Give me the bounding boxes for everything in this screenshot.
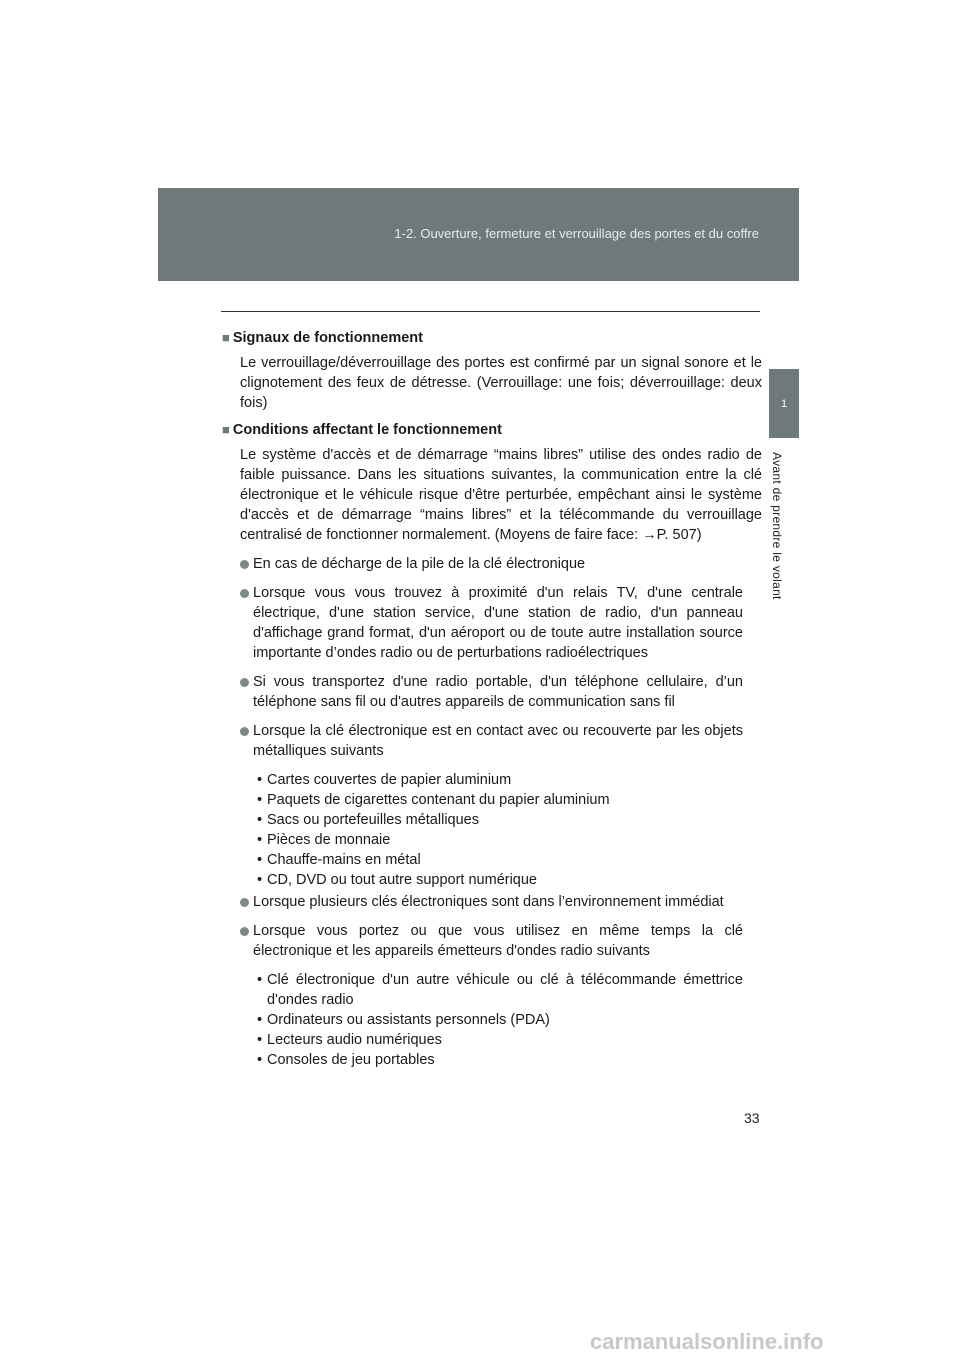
sub-list-item: • Lecteurs audio numériques [257,1032,442,1048]
bullet-circle-icon [240,927,249,936]
sub-list-radio [253,970,743,1070]
list-item: Lorsque vous vous trouvez à proximité d'un relais TV, d'une centrale électrique, d'une station service, d'une station de radio, d'un panneau d'affichage grand format, d'un aéroport ou de toute autre installation source importante d’ondes radio ou de perturbations radioélectriques [240,583,743,663]
list-item: Si vous transportez d'une radio portable, d'un téléphone cellulaire, d’un téléphone sans fil ou d'autres appareils de communication sans fil [240,672,743,712]
chapter-tab [769,369,799,438]
section-paragraph: Le verrouillage/déverrouillage des portes est confirmé par un signal sonore et le clignotement des feux de détresse. (Verrouillage: une fois; déverrouillage: deux fois) [240,355,762,411]
sub-list-item: • Cartes couvertes de papier aluminium [257,772,512,788]
list-item: En cas de décharge de la pile de la clé électronique [240,554,743,574]
sub-list-item: • Paquets de cigarettes contenant du papier aluminium [257,792,610,808]
sub-list-item: • Clé électronique d'un autre véhicule ou clé à télécommande émettrice d'ondes radio [257,972,743,1008]
chapter-tab-number: 1 [780,397,788,410]
sub-list-item: • Consoles de jeu portables [257,1052,435,1068]
list-item: Lorsque vous portez ou que vous utilisez en même temps la clé électronique et les appareils émetteurs d'ondes radio suivants [240,921,743,961]
chapter-title: 1-2. Ouverture, fermeture et verrouillage des portes et du coffre [394,226,759,241]
header-band [158,188,799,281]
sub-list-item: • Ordinateurs ou assistants personnels (PDA) [257,1012,550,1028]
page-number: 33 [744,1110,760,1126]
sub-list-item: • CD, DVD ou tout autre support numérique [257,872,537,888]
section-paragraph: Le système d'accès et de démarrage “mains libres” utilise des ondes radio de faible puissance. Dans les situations suivantes, la communication entre la clé électronique et le véhicule risque d'être perturbée, empêchant ainsi le système d'accès et de démarrage “mains libres” et la télécommande du verrouillage centralisé de fonctionner normalement. (Moyens de faire face: →P. 507) [240,447,762,543]
sub-list-item: • Chauffe-mains en métal [257,852,421,868]
section-title: ■ Conditions affectant le fonctionnement [222,422,502,438]
bullet-circle-icon [240,589,249,598]
page-content [222,322,762,1070]
square-icon: ■ [222,330,230,345]
watermark: carmanualsonline.info [590,1329,824,1354]
bullet-circle-icon [240,678,249,687]
sub-list-item: • Pièces de monnaie [257,832,391,848]
bullet-circle-icon [240,898,249,907]
header-rule [221,311,760,312]
list-item: Lorsque plusieurs clés électroniques sont dans l’environnement immédiat [240,892,743,912]
bullet-circle-icon [240,560,249,569]
chapter-side-label: Avant de prendre le volant [770,452,784,600]
sub-list-item: • Sacs ou portefeuilles métalliques [257,812,479,828]
section-title: ■ Signaux de fonctionnement [222,330,423,346]
square-icon: ■ [222,422,230,437]
list-item: Lorsque la clé électronique est en contact avec ou recouverte par les objets métalliques suivants [240,721,743,761]
sub-list-metal [253,770,743,890]
bullet-circle-icon [240,727,249,736]
